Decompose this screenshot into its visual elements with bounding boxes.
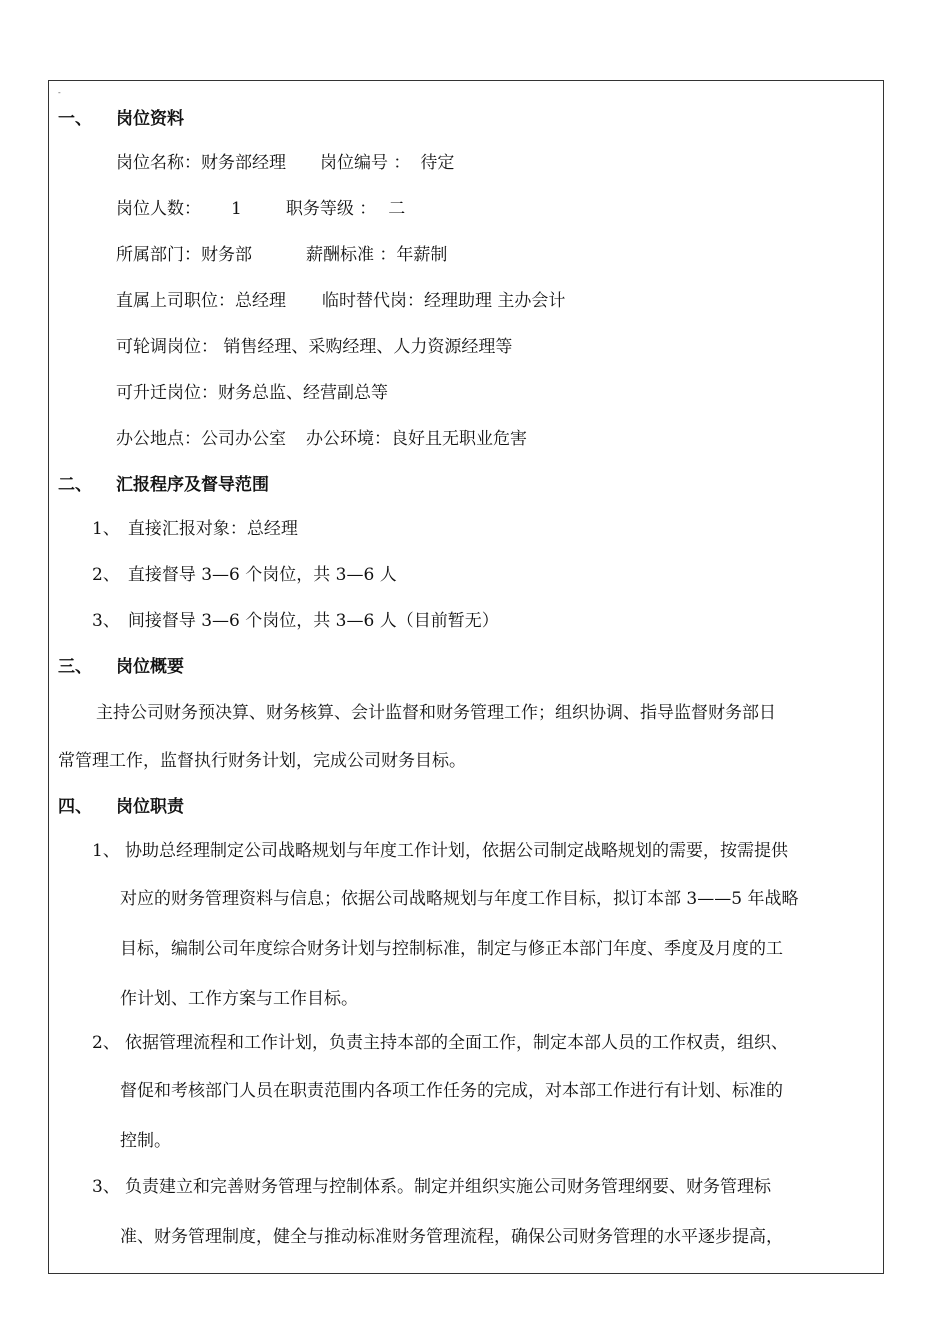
headcount-value: 1 [231, 199, 242, 219]
item-text: 直接汇报对象：总经理 [127, 519, 298, 539]
info-row-dept [116, 244, 447, 266]
info-row-name [116, 152, 454, 174]
section-number: 一、 [58, 109, 92, 129]
report-item-3 [92, 610, 499, 632]
office-environment-value: 良好且无职业危害 [391, 429, 527, 449]
job-grade-label: 职务等级 ： [285, 199, 377, 219]
duty-3-line-1: 负责建立和完善财务管理与控制体系。制定并组织实施公司财务管理纲要、财务管理标 [125, 1177, 771, 1197]
duty-2-line-3: 控制。 [120, 1131, 171, 1151]
duty-1-line-4: 作计划、工作方案与工作目标。 [120, 989, 358, 1009]
department-label: 所属部门： [116, 245, 201, 265]
duty-1-line-2: 对应的财务管理资料与信息；依据公司战略规划与年度工作目标，拟订本部 3——5 年战略 [120, 889, 799, 909]
report-item-2 [92, 564, 397, 586]
summary-line-2: 常管理工作，监督执行财务计划，完成公司财务目标。 [58, 751, 466, 771]
item-text: 间接督导 3—6 个岗位，共 3—6 人（目前暂无） [127, 611, 499, 631]
info-row-superior [116, 290, 565, 312]
position-code-label: 岗位编号 ： [320, 153, 411, 173]
position-name-value: 财务部经理 [201, 153, 286, 173]
job-grade-value: 二 [388, 199, 406, 219]
office-location-value: 公司办公室 [201, 429, 286, 449]
duty-1-line-1: 协助总经理制定公司战略规划与年度工作计划，依据公司制定战略规划的需要，按需提供 [125, 841, 788, 861]
superior-value: 总经理 [235, 291, 286, 311]
section-title: 岗位资料 [116, 109, 184, 129]
info-row-count [116, 198, 405, 220]
duty-2-line-2: 督促和考核部门人员在职责范围内各项工作任务的完成，对本部工作进行有计划、标准的 [120, 1081, 783, 1101]
item-number: 2、 [92, 565, 120, 585]
rotation-positions: 可轮调岗位： 销售经理、采购经理、人力资源经理等 [116, 337, 513, 357]
superior-label: 直属上司职位： [116, 291, 235, 311]
position-name-label: 岗位名称： [116, 153, 201, 173]
section-title: 岗位职责 [116, 797, 184, 817]
info-row-location [116, 428, 527, 450]
section-number: 二、 [58, 475, 92, 495]
duty-2-number: 2、 [92, 1033, 120, 1053]
section-number: 三、 [58, 657, 92, 677]
office-location-label: 办公地点： [116, 429, 201, 449]
position-code-value: 待定 [420, 153, 455, 173]
section-number: 四、 [58, 797, 92, 817]
duty-1-line-3: 目标，编制公司年度综合财务计划与控制标准，制定与修正本部门年度、季度及月度的工 [120, 939, 783, 959]
promotion-positions: 可升迁岗位：财务总监、经营副总等 [116, 383, 388, 403]
summary-line-1: 主持公司财务预决算、财务核算、会计监督和财务管理工作；组织协调、指导监督财务部日 [96, 703, 776, 723]
corner-mark: - [58, 88, 61, 97]
duty-3-number: 3、 [92, 1177, 120, 1197]
duty-1-number: 1、 [92, 841, 120, 861]
substitute-value: 经理助理 主办会计 [424, 291, 566, 311]
salary-label: 薪酬标准 ： [306, 245, 397, 265]
section-title: 汇报程序及督导范围 [116, 475, 269, 495]
headcount-label: 岗位人数： [116, 199, 201, 219]
item-number: 3、 [92, 611, 120, 631]
salary-value: 年薪制 [396, 245, 448, 265]
item-number: 1、 [92, 519, 120, 539]
substitute-label: 临时替代岗： [322, 291, 424, 311]
duty-2-line-1: 依据管理流程和工作计划，负责主持本部的全面工作，制定本部人员的工作权责，组织、 [125, 1033, 788, 1053]
department-value: 财务部 [201, 245, 252, 265]
office-environment-label: 办公环境： [306, 429, 391, 449]
duty-3-line-2: 准、财务管理制度，健全与推动标准财务管理流程，确保公司财务管理的水平逐步提高， [120, 1227, 783, 1247]
report-item-1 [92, 518, 298, 540]
section-title: 岗位概要 [116, 657, 184, 677]
item-text: 直接督导 3—6 个岗位，共 3—6 人 [127, 565, 397, 585]
